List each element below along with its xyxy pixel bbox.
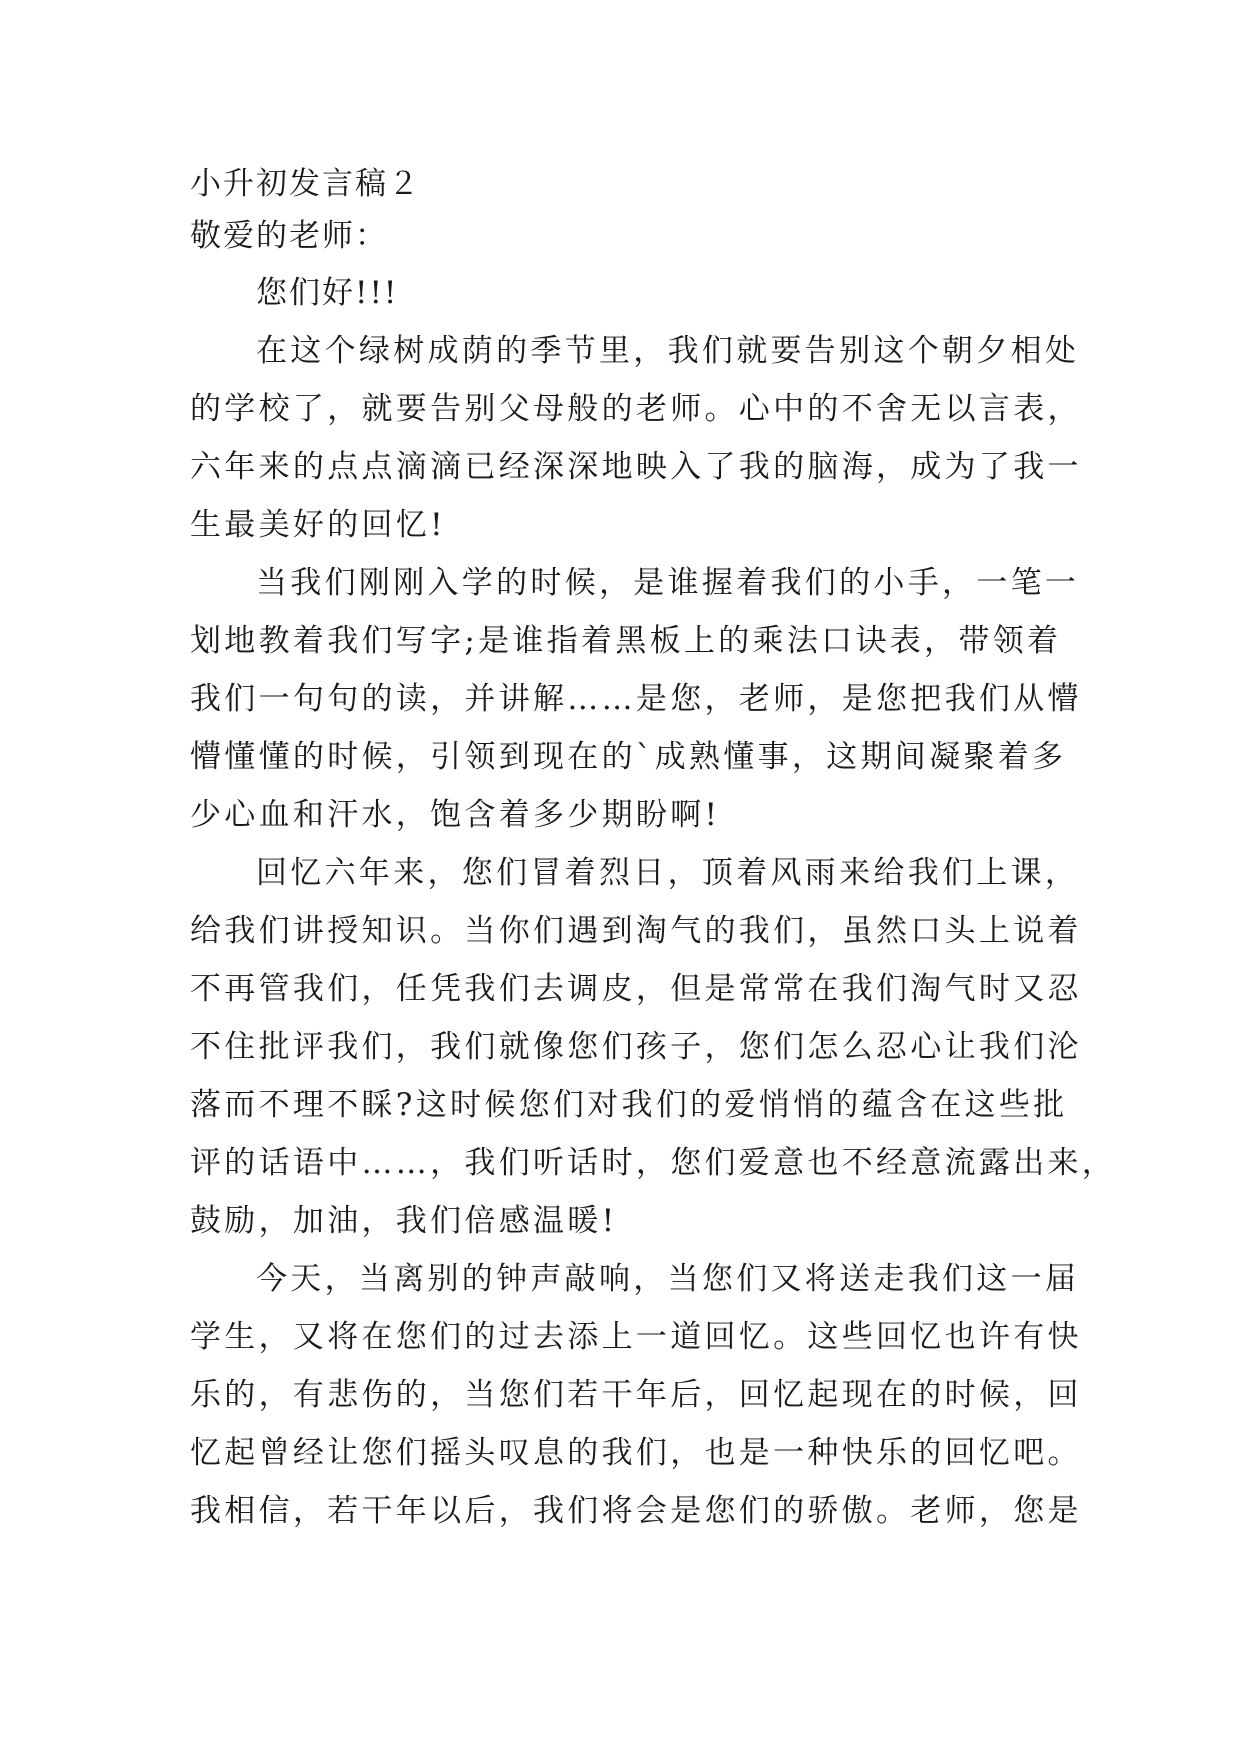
paragraph-line: 回忆六年来，您们冒着烈日，顶着风雨来给我们上课， [256, 855, 1080, 891]
paragraph-line: 乐的，有悲伤的，当您们若干年后，回忆起现在的时候，回 [190, 1377, 1082, 1413]
document-title: 小升初发言稿２ [190, 166, 421, 202]
paragraph-line: 学生，又将在您们的过去添上一道回忆。这些回忆也许有快 [190, 1319, 1082, 1355]
paragraph-line: 懵懂懂的时候，引领到现在的`成熟懂事，这期间凝聚着多 [190, 739, 1067, 775]
paragraph-line: 评的话语中……，我们听话时，您们爱意也不经意流露出来， [190, 1145, 1117, 1181]
paragraph-line: 落而不理不睬?这时候您们对我们的爱悄悄的蕴含在这些批 [190, 1087, 1068, 1123]
paragraph-1 [190, 322, 1082, 554]
paragraph-line: 今天，当离别的钟声敲响，当您们又将送走我们这一届 [256, 1261, 1080, 1297]
greeting: 您们好!!! [256, 275, 399, 311]
paragraph-line: 划地教着我们写字;是谁指着黑板上的乘法口诀表，带领着 [190, 623, 1062, 659]
document-body [190, 160, 1117, 1540]
paragraph-line: 生最美好的回忆! [190, 507, 446, 543]
salutation: 敬爱的老师： [190, 218, 388, 254]
paragraph-line: 不再管我们，任凭我们去调皮，但是常常在我们淘气时又忍 [190, 971, 1082, 1007]
paragraph-line: 我们一句句的读，并讲解……是您，老师，是您把我们从懵 [190, 681, 1082, 717]
paragraph-3 [190, 844, 1117, 1250]
paragraph-line: 我相信，若干年以后，我们将会是您们的骄傲。老师，您是 [190, 1493, 1082, 1529]
paragraph-4 [190, 1250, 1082, 1540]
paragraph-line: 给我们讲授知识。当你们遇到淘气的我们，虽然口头上说着 [190, 913, 1082, 949]
paragraph-line: 的学校了，就要告别父母般的老师。心中的不舍无以言表， [190, 391, 1082, 427]
paragraph-line: 当我们刚刚入学的时候，是谁握着我们的小手，一笔一 [256, 565, 1080, 601]
paragraph-line: 在这个绿树成荫的季节里，我们就要告别这个朝夕相处 [256, 333, 1080, 369]
paragraph-line: 六年来的点点滴滴已经深深地映入了我的脑海，成为了我一 [190, 449, 1082, 485]
paragraph-2 [190, 554, 1082, 844]
paragraph-line: 鼓励，加油，我们倍感温暖! [190, 1203, 618, 1239]
paragraph-line: 忆起曾经让您们摇头叹息的我们，也是一种快乐的回忆吧。 [190, 1435, 1082, 1471]
paragraph-line: 少心血和汗水，饱含着多少期盼啊! [190, 797, 721, 833]
paragraph-line: 不住批评我们，我们就像您们孩子，您们怎么忍心让我们沦 [190, 1029, 1082, 1065]
